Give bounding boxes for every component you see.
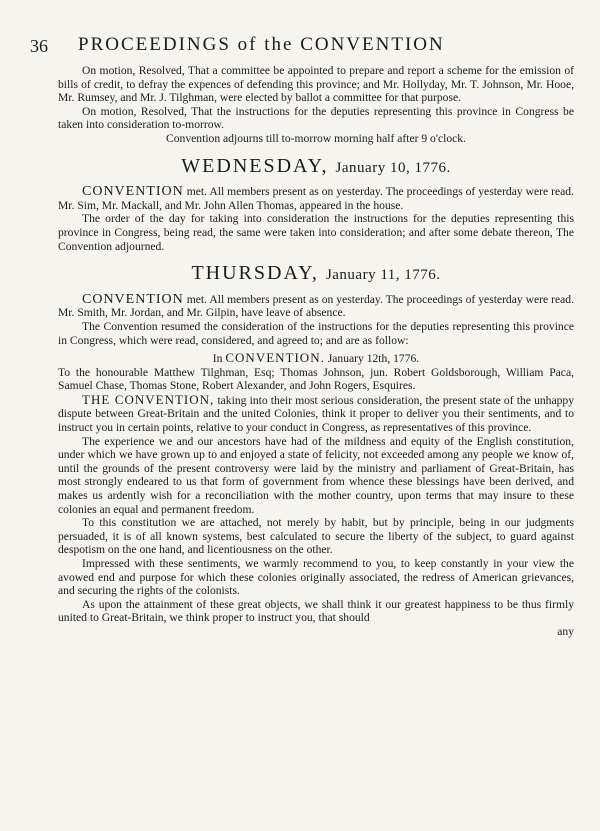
the-convention-lead: THE CONVENTION, xyxy=(82,391,215,407)
motion-instructions-paragraph: On motion, Resolved, That the instructions for the deputies representing this province in Congress be taken into consideration to-morrow. xyxy=(58,104,574,132)
instructions-date: January 12th, 1776. xyxy=(327,352,420,366)
page-body xyxy=(58,64,574,639)
page-header xyxy=(30,30,540,64)
adjourn-line: Convention adjourns till to-morrow morning half after 9 o'clock. xyxy=(166,131,466,145)
day-heading-thursday xyxy=(58,262,574,285)
instructions-paragraph-5: As upon the attainment of these great objects, we shall think it our greatest happiness to be thus firmly united to Great-Britain, we think proper to instruct you, that should xyxy=(58,597,574,625)
instructions-paragraph-2: The experience we and our ancestors have had of the mildness and equity of the English constitution, under which we have grown up to and enjoyed a state of felicity, not exceeded among any people we know of, until the grounds of the present controversy were laid by the ministry and parliament of Great-Britain, has most strongly endeared to us that form of government from whence these blessings have been derived, and makes us ardently wish for a reconciliation with the mother country, upon terms that may insure to these colonies an equal and permanent freedom. xyxy=(58,434,574,516)
thursday-text-1: met. All members present as on yesterday. The proceedings of yesterday were read. Mr. Smith, Mr. Jordan, and Mr. Gilpin, have leave of absence. xyxy=(58,292,574,320)
convention-lead: CONVENTION xyxy=(82,184,184,200)
thursday-paragraph-1 xyxy=(58,293,574,320)
page-number: 36 xyxy=(30,36,48,56)
instructions-text-1: taking into their most serious consideration, the present state of the unhappy dispute between Great-Britain and the united Colonies, think it proper to deliver you their sentiments, and to instruct you in certain points, relative to your conduct in Congress, as representatives of this province. xyxy=(58,393,574,435)
convention-lead: CONVENTION xyxy=(82,291,184,307)
convention-label: CONVENTION. xyxy=(225,350,325,366)
instructions-heading xyxy=(58,351,574,366)
day-date: January 11, 1776. xyxy=(325,267,441,284)
running-title: PROCEEDINGS of the CONVENTION xyxy=(78,34,445,55)
day-name: WEDNESDAY, xyxy=(181,154,329,177)
wednesday-paragraph-2: The order of the day for taking into consideration the instructions for the deputies representing this province in Congress, being read, the same were taken into consideration; and after some debate thereon, The Convention adjourned. xyxy=(58,212,574,253)
catchword: any xyxy=(557,624,574,638)
day-name: THURSDAY, xyxy=(191,262,319,285)
instructions-paragraph-4: Impressed with these sentiments, we warmly recommend to you, to keep constantly in your view the avowed end and purpose for which these colonies originally associated, the redress of American grievances, and securing the rights of the colonists. xyxy=(58,557,574,598)
in-label: In xyxy=(212,352,223,366)
day-date: January 10, 1776. xyxy=(335,159,451,176)
thursday-paragraph-2: The Convention resumed the consideration of the instructions for the deputies representing this province in Congress, which were read, considered, and agreed to; and are as follow: xyxy=(58,319,574,347)
day-heading-wednesday xyxy=(58,154,574,177)
motion-committee-paragraph: On motion, Resolved, That a committee be appointed to prepare and report a scheme for the emission of bills of credit, to defray the expences of defending this province; and Mr. Hollyday, Mr. T. Johnson, Mr. Hooe, Mr. Rumsey, and Mr. J. Tilghman, were elected by ballot a committee for that purpose. xyxy=(58,64,574,105)
instructions-paragraph-1 xyxy=(58,393,574,435)
wednesday-paragraph-1 xyxy=(58,185,574,212)
address-paragraph: To the honourable Matthew Tilghman, Esq; Thomas Johnson, jun. Robert Goldsborough, William Paca, Samuel Chase, Thomas Stone, Robert Alexander, and John Rogers, Esquires. xyxy=(58,365,574,393)
instructions-paragraph-3: To this constitution we are attached, not merely by habit, but by principle, being in our judgments persuaded, it is of all known systems, best calculated to secure the liberty of the subject, to guard against despotism on the one hand, and licentiousness on the other. xyxy=(58,516,574,557)
wednesday-text-1: met. All members present as on yesterday. The proceedings of yesterday were read. Mr. Sim, Mr. Mackall, and Mr. John Allen Thomas, appeared in the house. xyxy=(58,185,574,212)
